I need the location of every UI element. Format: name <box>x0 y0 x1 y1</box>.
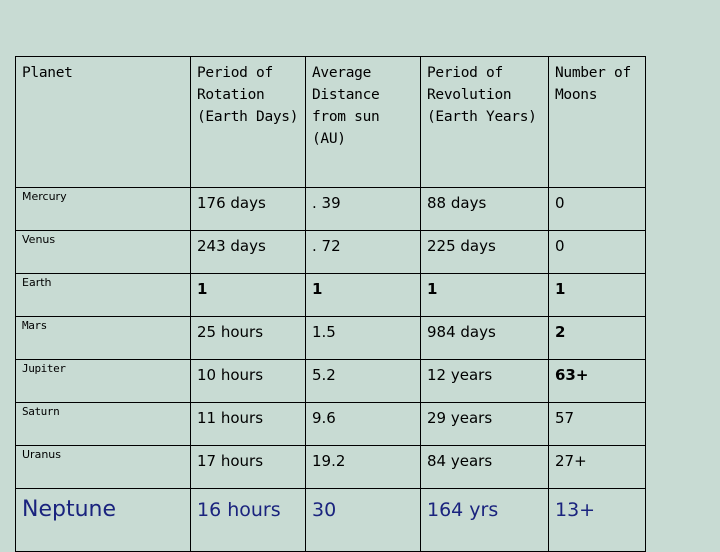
revolution-cell: 1 <box>421 274 549 317</box>
moons-cell: 27+ <box>549 446 646 489</box>
planet-data-table <box>15 56 646 552</box>
table-header-row <box>16 57 646 188</box>
planet-name: Saturn <box>16 403 191 446</box>
header-planet: Planet <box>16 57 191 188</box>
table-row-earth <box>16 274 646 317</box>
header-revolution-period: Period of Revolution (Earth Years) <box>421 57 549 188</box>
rotation-cell: 243 days <box>191 231 306 274</box>
revolution-cell: 164 yrs <box>421 489 549 552</box>
moons-cell: 63+ <box>549 360 646 403</box>
rotation-cell: 16 hours <box>191 489 306 552</box>
table-row-venus <box>16 231 646 274</box>
rotation-cell: 25 hours <box>191 317 306 360</box>
table-row-neptune <box>16 489 646 552</box>
distance-cell: 1 <box>306 274 421 317</box>
planet-name: Jupiter <box>16 360 191 403</box>
planet-name: Venus <box>16 231 191 274</box>
planet-name: Uranus <box>16 446 191 489</box>
distance-cell: 1.5 <box>306 317 421 360</box>
moons-cell: 0 <box>549 188 646 231</box>
moons-cell: 2 <box>549 317 646 360</box>
rotation-cell: 1 <box>191 274 306 317</box>
planet-name: Earth <box>16 274 191 317</box>
rotation-cell: 11 hours <box>191 403 306 446</box>
revolution-cell: 84 years <box>421 446 549 489</box>
distance-cell: 19.2 <box>306 446 421 489</box>
planet-name: Neptune <box>16 489 191 552</box>
header-number-of-moons: Number of Moons <box>549 57 646 188</box>
moons-cell: 1 <box>549 274 646 317</box>
revolution-cell: 88 days <box>421 188 549 231</box>
distance-cell: 9.6 <box>306 403 421 446</box>
distance-cell: . 72 <box>306 231 421 274</box>
planet-name: Mars <box>16 317 191 360</box>
rotation-cell: 176 days <box>191 188 306 231</box>
distance-cell: . 39 <box>306 188 421 231</box>
moons-cell: 57 <box>549 403 646 446</box>
distance-cell: 5.2 <box>306 360 421 403</box>
header-rotation-period: Period of Rotation (Earth Days) <box>191 57 306 188</box>
moons-cell: 13+ <box>549 489 646 552</box>
moons-cell: 0 <box>549 231 646 274</box>
revolution-cell: 12 years <box>421 360 549 403</box>
table-row-mercury <box>16 188 646 231</box>
table-row-mars <box>16 317 646 360</box>
table-row-jupiter <box>16 360 646 403</box>
distance-cell: 30 <box>306 489 421 552</box>
table-row-saturn <box>16 403 646 446</box>
revolution-cell: 225 days <box>421 231 549 274</box>
header-average-distance: Average Distance from sun (AU) <box>306 57 421 188</box>
rotation-cell: 17 hours <box>191 446 306 489</box>
revolution-cell: 984 days <box>421 317 549 360</box>
table-row-uranus <box>16 446 646 489</box>
planet-name: Mercury <box>16 188 191 231</box>
revolution-cell: 29 years <box>421 403 549 446</box>
rotation-cell: 10 hours <box>191 360 306 403</box>
